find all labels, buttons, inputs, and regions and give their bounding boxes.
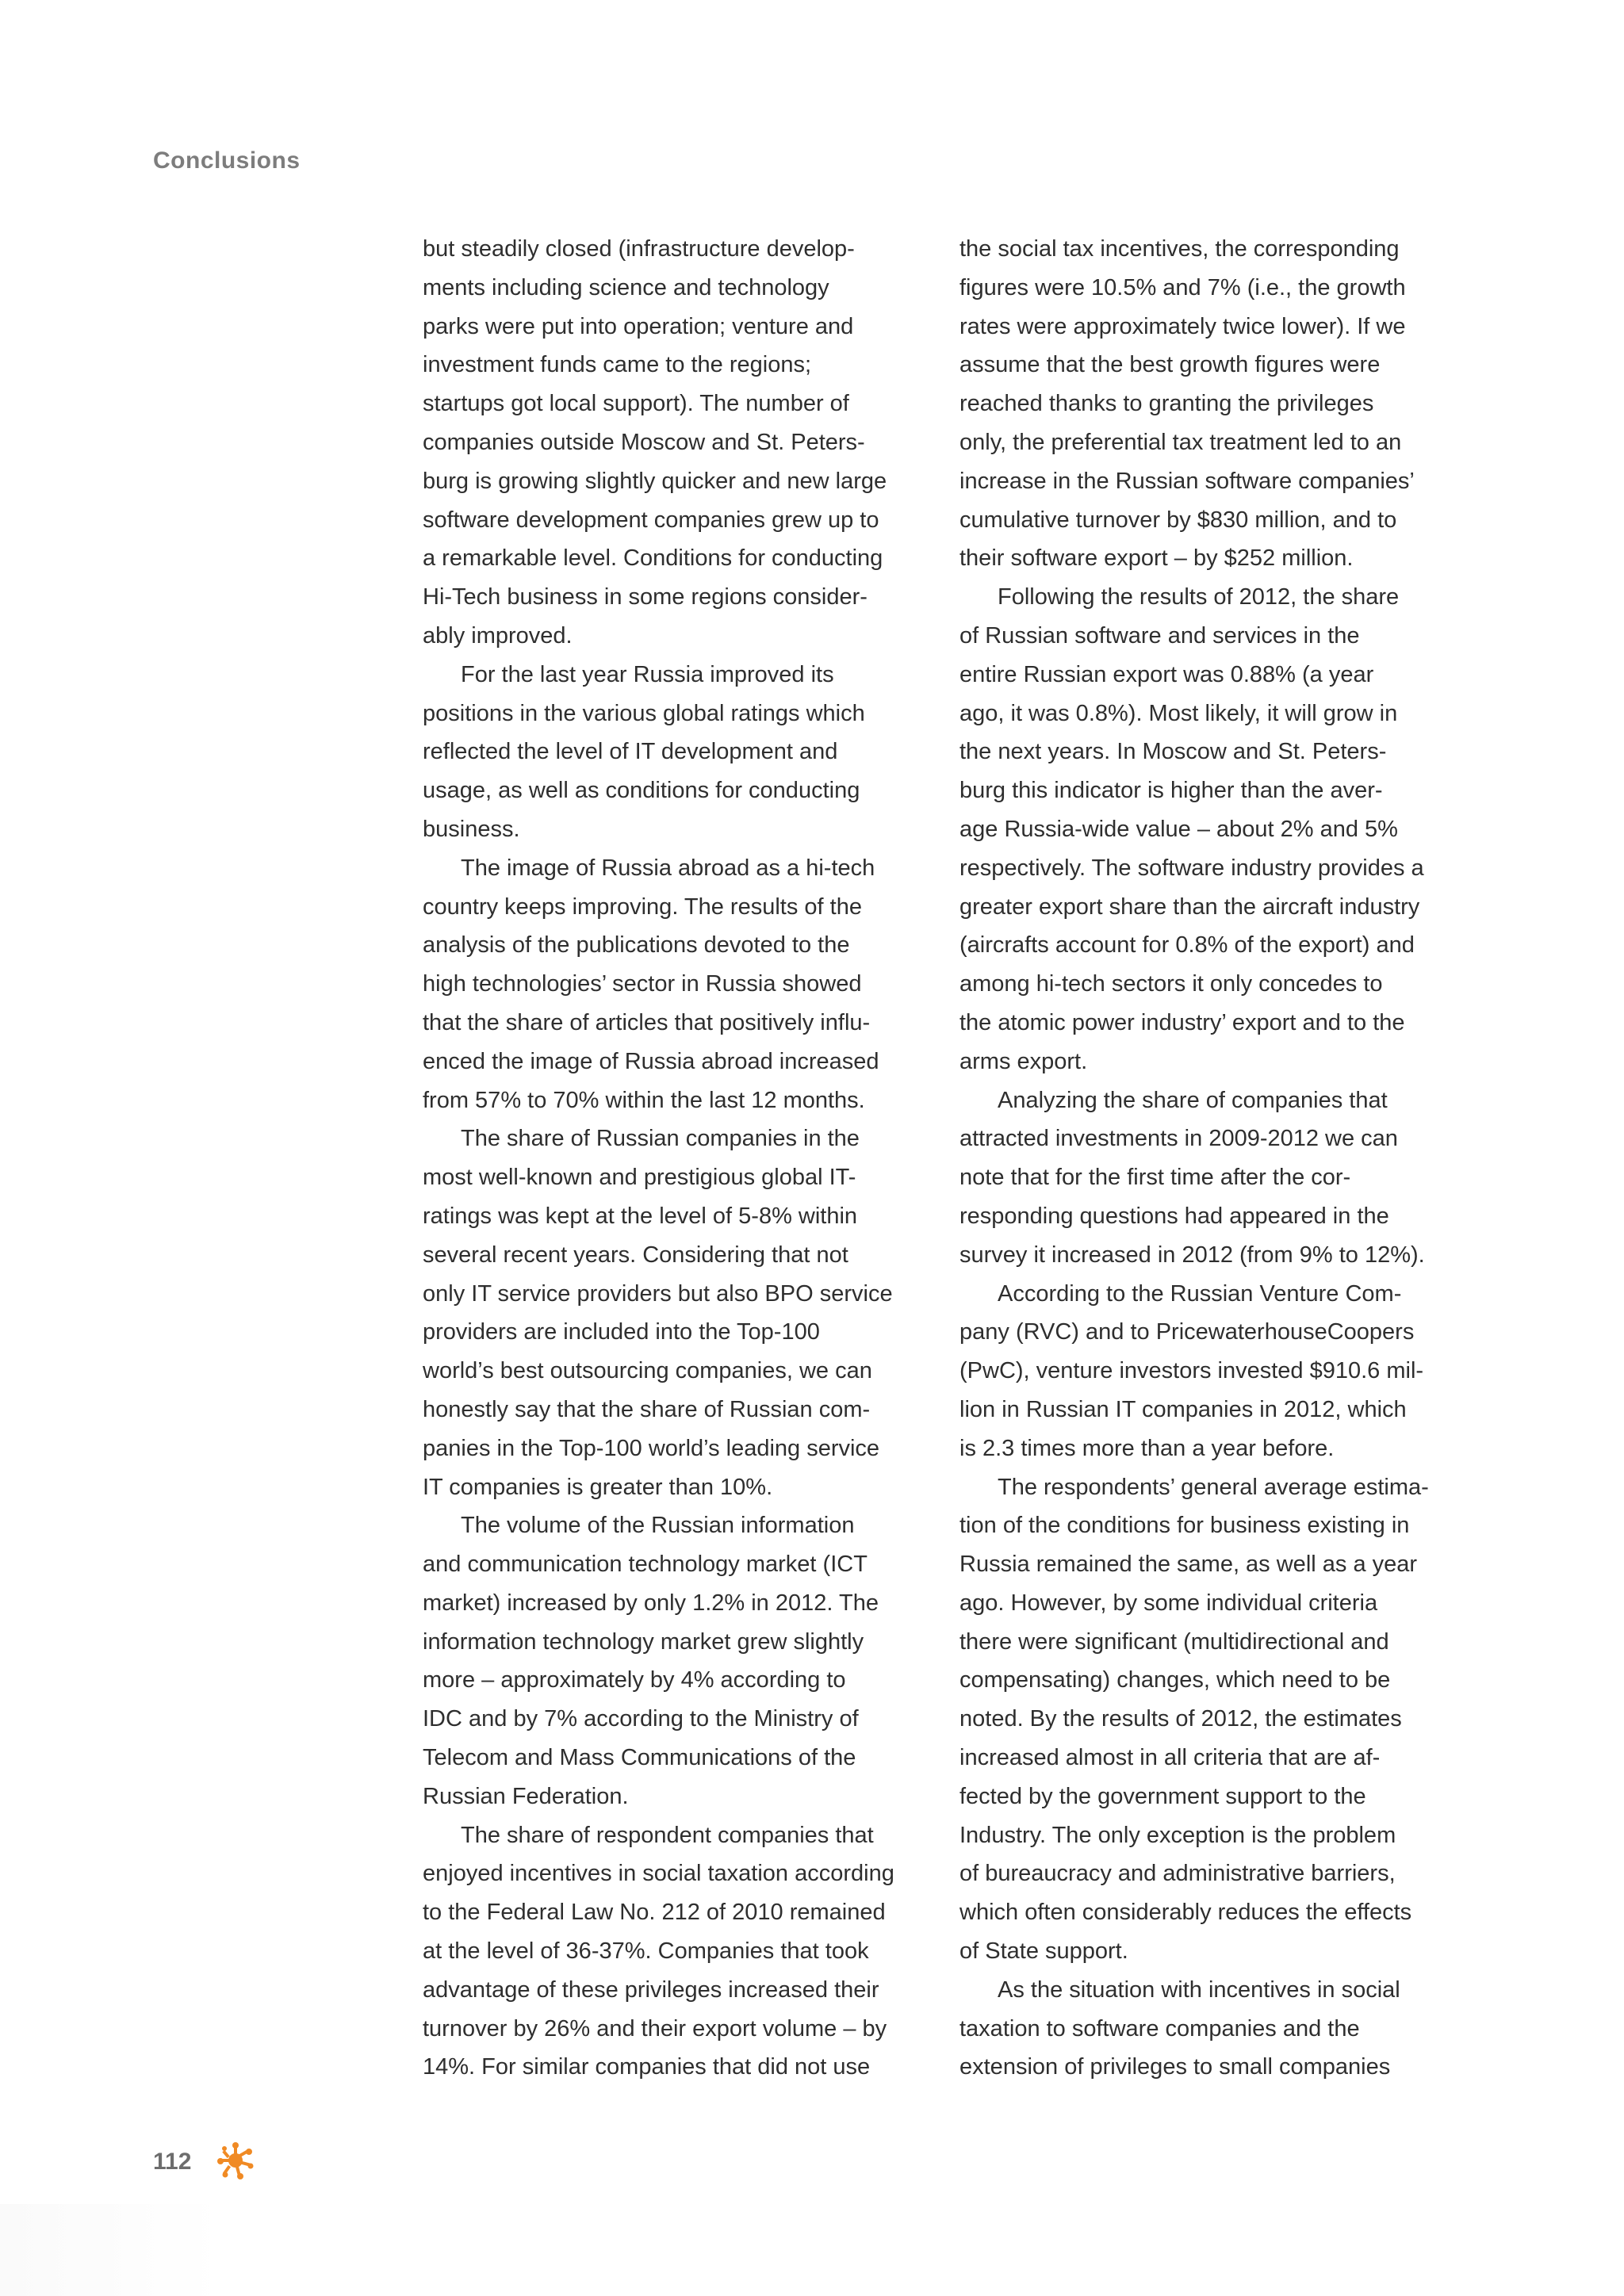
text-line: As the situation with incentives in social — [998, 1976, 1400, 2003]
text-line: at the level of 36-37%. Companies that took — [423, 1938, 869, 1965]
text-line: Russia remained the same, as well as a year — [959, 1552, 1418, 1578]
text-line: The volume of the Russian information — [461, 1513, 855, 1539]
text-line: Industry. The only exception is the problem — [959, 1822, 1396, 1848]
text-line: taxation to software companies and the — [959, 2015, 1360, 2042]
text-line: The share of Russian companies in the — [461, 1126, 860, 1152]
text-line: there were significant (multidirectional and — [959, 1628, 1389, 1655]
text-line: attracted investments in 2009-2012 we can — [959, 1126, 1398, 1152]
text-line: enced the image of Russia abroad increased — [423, 1048, 879, 1074]
text-line: (PwC), venture investors invested $910.6 mil- — [959, 1358, 1424, 1384]
text-line: noted. By the results of 2012, the estimates — [959, 1706, 1402, 1732]
text-line: only IT service providers but also BPO service — [423, 1280, 893, 1307]
text-line: Analyzing the share of companies that — [998, 1087, 1388, 1113]
text-line: investment funds came to the regions; — [423, 352, 812, 378]
text-line: the social tax incentives, the corresponding — [959, 236, 1400, 262]
text-line: note that for the first time after the cor- — [959, 1165, 1351, 1191]
text-line: information technology market grew slightly — [423, 1628, 864, 1655]
text-line: lion in Russian IT companies in 2012, which — [959, 1396, 1407, 1422]
text-line: entire Russian export was 0.88% (a year — [959, 661, 1374, 687]
text-line: parks were put into operation; venture and — [423, 313, 854, 339]
text-line: The respondents’ general average estima- — [998, 1474, 1429, 1500]
text-line: country keeps improving. The results of the — [423, 894, 862, 920]
text-line: responding questions had appeared in the — [959, 1203, 1389, 1229]
text-line: Telecom and Mass Communications of the — [423, 1745, 856, 1771]
text-line: a remarkable level. Conditions for conducting — [423, 545, 883, 572]
text-line: their software export – by $252 million. — [959, 545, 1354, 572]
text-line: most well-known and prestigious global IT- — [423, 1165, 856, 1191]
text-line: several recent years. Considering that not — [423, 1242, 848, 1268]
text-line: ago, it was 0.8%). Most likely, it will grow in — [959, 700, 1398, 726]
text-line: more – approximately by 4% according to — [423, 1667, 846, 1693]
text-line: arms export. — [959, 1048, 1088, 1074]
text-line: greater export share than the aircraft industry — [959, 894, 1420, 920]
text-column-left — [423, 230, 922, 2087]
text-line: Following the results of 2012, the share — [998, 584, 1400, 610]
text-line: that the share of articles that positively influ- — [423, 1009, 871, 1035]
orange-splash-logo-icon — [214, 2139, 257, 2182]
text-line: 14%. For similar companies that did not use — [423, 2054, 871, 2080]
text-line: fected by the government support to the — [959, 1783, 1366, 1809]
text-line: of State support. — [959, 1938, 1128, 1965]
text-line: and communication technology market (ICT — [423, 1552, 868, 1578]
text-line: Hi-Tech business in some regions consider- — [423, 584, 868, 610]
text-line: ably improved. — [423, 622, 573, 649]
text-line: software development companies grew up to — [423, 507, 879, 533]
text-line: providers are included into the Top-100 — [423, 1319, 820, 1345]
text-line: among hi-tech sectors it only concedes to — [959, 971, 1383, 997]
text-column-right — [959, 230, 1467, 2087]
text-line: pany (RVC) and to PricewaterhouseCoopers — [959, 1319, 1415, 1345]
text-line: For the last year Russia improved its — [461, 661, 834, 687]
text-line: assume that the best growth figures were — [959, 352, 1381, 378]
text-line: ratings was kept at the level of 5-8% within — [423, 1203, 858, 1229]
text-line: respectively. The software industry provides a — [959, 855, 1424, 881]
section-title: Conclusions — [153, 147, 301, 174]
text-line: The image of Russia abroad as a hi-tech — [461, 855, 875, 881]
text-line: reflected the level of IT development and — [423, 739, 838, 765]
page-corner-shade — [0, 2204, 222, 2296]
text-line: figures were 10.5% and 7% (i.e., the growth — [959, 274, 1406, 300]
text-line: IT companies is greater than 10%. — [423, 1474, 773, 1500]
text-line: IDC and by 7% according to the Ministry of — [423, 1706, 859, 1732]
text-line: extension of privileges to small companies — [959, 2054, 1391, 2080]
text-line: advantage of these privileges increased their — [423, 1976, 879, 2003]
text-line: world’s best outsourcing companies, we can — [423, 1358, 872, 1384]
text-line: of Russian software and services in the — [959, 622, 1360, 649]
text-line: to the Federal Law No. 212 of 2010 remained — [423, 1900, 886, 1926]
text-line: market) increased by only 1.2% in 2012. The — [423, 1590, 879, 1616]
text-line: but steadily closed (infrastructure develop- — [423, 236, 855, 262]
text-line: increased almost in all criteria that are af- — [959, 1745, 1381, 1771]
text-line: panies in the Top-100 world’s leading service — [423, 1435, 880, 1461]
text-line: compensating) changes, which need to be — [959, 1667, 1391, 1693]
text-line: companies outside Moscow and St. Peters- — [423, 429, 865, 455]
text-line: ago. However, by some individual criteria — [959, 1590, 1378, 1616]
text-line: is 2.3 times more than a year before. — [959, 1435, 1335, 1461]
text-line: tion of the conditions for business existing in — [959, 1513, 1410, 1539]
text-line: burg this indicator is higher than the aver- — [959, 778, 1383, 804]
text-line: The share of respondent companies that — [461, 1822, 874, 1848]
text-line: increase in the Russian software companies’ — [959, 468, 1415, 494]
text-line: cumulative turnover by $830 million, and to — [959, 507, 1397, 533]
text-line: burg is growing slightly quicker and new large — [423, 468, 887, 494]
text-line: the atomic power industry’ export and to the — [959, 1009, 1405, 1035]
text-line: Russian Federation. — [423, 1783, 629, 1809]
text-line: startups got local support). The number of — [423, 391, 849, 417]
text-line: business. — [423, 816, 520, 842]
text-line: rates were approximately twice lower). If we — [959, 313, 1406, 339]
text-line: usage, as well as conditions for conducting — [423, 778, 860, 804]
text-line: (aircrafts account for 0.8% of the export) and — [959, 932, 1415, 959]
text-line: ments including science and technology — [423, 274, 829, 300]
text-line: enjoyed incentives in social taxation according — [423, 1861, 894, 1887]
text-line: survey it increased in 2012 (from 9% to 12%). — [959, 1242, 1425, 1268]
text-line: positions in the various global ratings which — [423, 700, 865, 726]
text-line: from 57% to 70% within the last 12 months. — [423, 1087, 865, 1113]
text-line: of bureaucracy and administrative barriers, — [959, 1861, 1396, 1887]
text-line: According to the Russian Venture Com- — [998, 1280, 1402, 1307]
text-line: turnover by 26% and their export volume – by — [423, 2015, 887, 2042]
text-line: the next years. In Moscow and St. Peters- — [959, 739, 1387, 765]
text-line: age Russia-wide value – about 2% and 5% — [959, 816, 1398, 842]
text-line: high technologies’ sector in Russia showed — [423, 971, 862, 997]
page-number: 112 — [153, 2149, 192, 2175]
text-line: reached thanks to granting the privileges — [959, 391, 1374, 417]
text-line: which often considerably reduces the effects — [959, 1900, 1412, 1926]
text-line: analysis of the publications devoted to the — [423, 932, 850, 959]
text-line: honestly say that the share of Russian com- — [423, 1396, 871, 1422]
text-line: only, the preferential tax treatment led to an — [959, 429, 1402, 455]
